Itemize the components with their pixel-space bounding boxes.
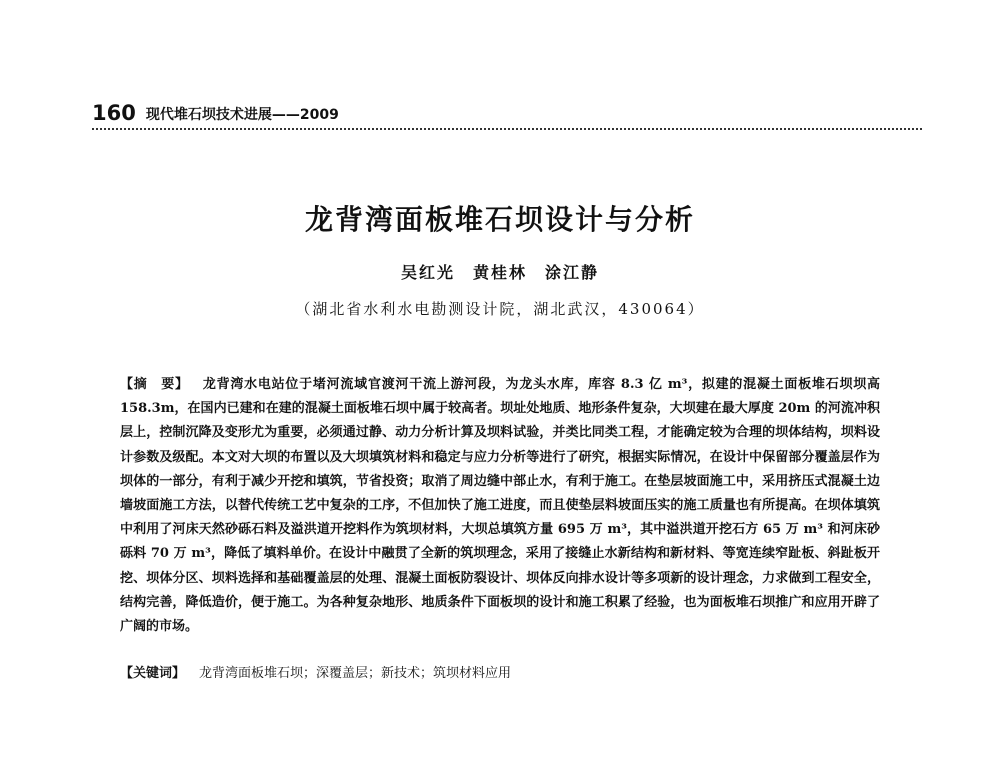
abstract-label: 【摘 要】 (120, 377, 189, 392)
page-number: 160 (92, 101, 136, 125)
paper-authors: 吴红光 黄桂林 涂江静 (400, 263, 599, 282)
abstract-text: 龙背湾水电站位于堵河流域官渡河干流上游河段，为龙头水库，库容 8.3 亿 m³，拟建的混凝土面板堆石坝坝高 158.3m，在国内已建和在建的混凝土面板堆石坝中属于较高者。坝址处地质、地形条件复杂，大坝建在最大厚度 20m 的河流冲积层上，控制沉降及变形尤为重要，必须通过静、动力分析计算及坝料试验，并类比同类工程，才能确定较为合理的坝体结构，坝料设计参数及级配。本文对大坝的布置以及大坝填筑材料和稳定与应力分析等进行了研究，根据实际情况，在设计中保留部分覆盖层作为坝体的一部分，有利于减少开挖和填筑，节省投资；取消了周边缝中部止水，有利于施工。在垫层坡面施工中，采用挤压式混凝土边墙坡面施工方法，以替代传统工艺中复杂的工序，不但加快了施工进度，而且使垫层料坡面压实的施工质量也有所提高。在坝体填筑中利用了河床天然砂砾石料及溢洪道开挖料作为筑坝材料，大坝总填筑方量 695 万 m³，其中溢洪道开挖石方 65 万 m³ 和河床砂砾料 70 万 m³，降低了填料单价。在设计中融贯了全新的筑坝理念，采用了接缝止水新结构和新材料、等宽连续窄趾板、斜趾板开挖、坝体分区、坝料选择和基础覆盖层的处理、混凝土面板防裂设计、坝体反向排水设计等多项新的设计理念，力求做到工程安全，结构完善，降低造价，便于施工。为各种复杂地形、地质条件下面板坝的设计和施工积累了经验，也为面板堆石坝推广和应用开辟了广阔的市场。 (120, 377, 880, 635)
author-affiliation: （湖北省水利水电勘测设计院，湖北武汉，430064） (295, 300, 705, 318)
keywords-label: 【关键词】 (120, 666, 186, 681)
keywords-text: 龙背湾面板堆石坝；深覆盖层；新技术；筑坝材料应用 (199, 666, 512, 681)
journal-title: 现代堆石坝技术进展——2009 (145, 107, 339, 123)
keywords-line (120, 663, 880, 685)
paper-title: 龙背湾面板堆石坝设计与分析 (304, 203, 695, 236)
abstract-paragraph (120, 373, 880, 639)
running-header (92, 98, 922, 130)
